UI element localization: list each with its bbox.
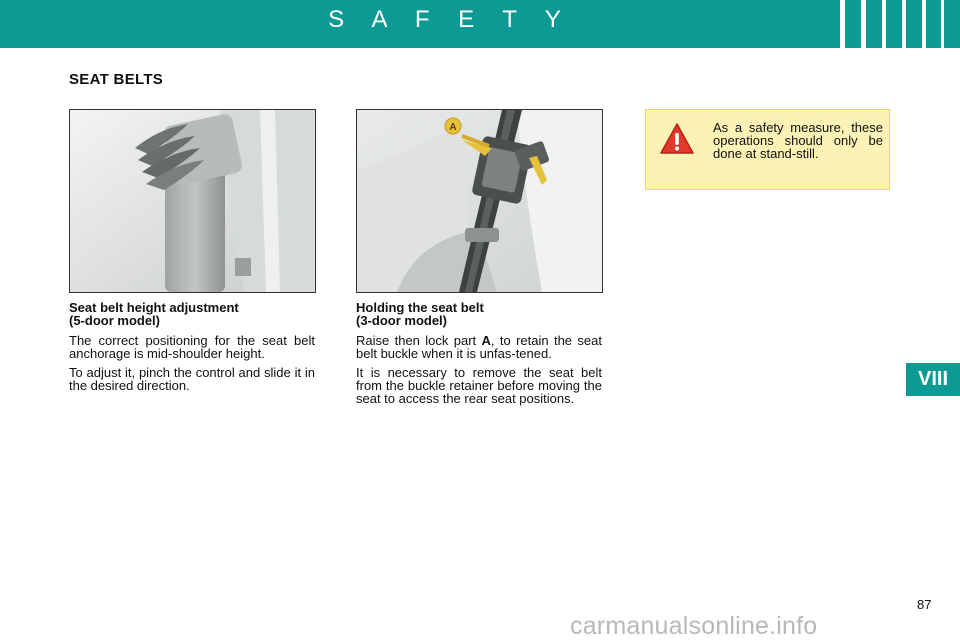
right-text-column (356, 301, 602, 411)
header-stripe (840, 0, 845, 48)
header-stripe (861, 0, 866, 48)
left-paragraph-1: The correct positioning for the seat belt anchorage is mid-shoulder height. (69, 333, 315, 361)
chapter-title: S A F E T Y (328, 6, 572, 33)
chapter-tab[interactable]: VIII (906, 363, 960, 396)
photo-belt-retainer (356, 109, 603, 293)
belt-retainer-illustration (357, 110, 602, 292)
warning-triangle-icon (659, 122, 695, 156)
header-stripe (902, 0, 906, 48)
part-a-label: A (481, 333, 491, 348)
section-title: SEAT BELTS (69, 71, 164, 88)
left-paragraph-2: To adjust it, pinch the control and slide it in the desired direction. (69, 365, 315, 393)
callout-label-a: A (449, 122, 457, 133)
height-adjuster-illustration (70, 110, 315, 292)
header-stripe (922, 0, 926, 48)
left-heading-line1: Seat belt height adjustment (69, 300, 239, 315)
right-heading-line2: (3-door model) (356, 313, 447, 328)
warning-box (645, 109, 890, 190)
page-number: 87 (917, 597, 932, 612)
right-heading-line1: Holding the seat belt (356, 300, 484, 315)
left-heading-line2: (5-door model) (69, 313, 160, 328)
left-text-column (69, 301, 315, 398)
right-paragraph-1 (356, 334, 602, 360)
right-paragraph-1-start: Raise then lock part (356, 333, 482, 348)
header-bar (0, 0, 960, 48)
right-paragraph-2: It is necessary to remove the seat belt from the buckle retainer before moving the seat to access the rear seat positions. (356, 365, 602, 406)
right-paragraph-1-end: , to retain the seat belt buckle when it is unfas-tened. (356, 333, 602, 361)
photo-height-adjuster (69, 109, 316, 293)
header-stripe (882, 0, 886, 48)
watermark: carmanualsonline.info (570, 612, 818, 640)
left-heading (69, 301, 315, 327)
right-heading (356, 301, 602, 327)
warning-text: As a safety measure, these operations should only be done at stand-still. (713, 120, 883, 161)
header-stripe (941, 0, 944, 48)
